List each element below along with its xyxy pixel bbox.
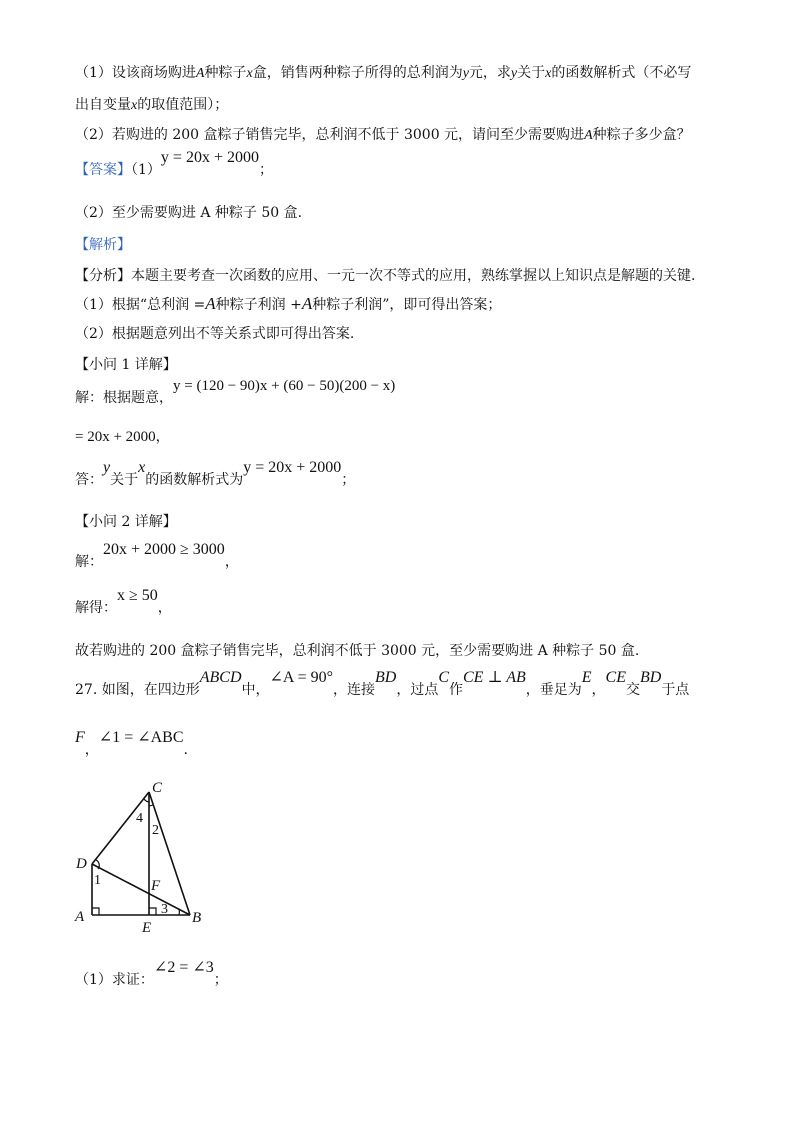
detail1-ans-formula: y = 20x + 2000 (243, 459, 342, 476)
q27-f: ，垂足为 (525, 682, 582, 698)
question-part1-line2 (75, 95, 228, 116)
q1-text-e: 盒，销售两种粽子所得的总利润为 (252, 65, 463, 81)
q27-abcd: ABCD (199, 669, 242, 686)
detail2-comma2: ， (157, 600, 172, 616)
detail1-ans-semi: ； (341, 472, 356, 488)
detail1-ans-y: y (103, 459, 111, 476)
q27-part1-b: ； (213, 972, 228, 988)
detail2-conclusion: 故若购进的 200 盒粽子销售完毕，总利润不低于 3000 元，至少需要购进 A 种粽子 50 盒. (75, 643, 640, 659)
detail1-ans-x: x (138, 459, 146, 476)
detail2-heading: 【小问 2 详解】 (75, 514, 177, 530)
q27-perp: CE ⊥ AB (463, 669, 526, 686)
detail1-eq2-line (75, 427, 170, 447)
q1-l2-a: 出自变量 (75, 97, 131, 113)
detail2-ineq: 20x + 2000 ≥ 3000 (103, 541, 225, 558)
detail1-eq2: = 20x + 2000 (75, 429, 156, 445)
q27-h: 交 (625, 682, 640, 698)
question-part2 (75, 125, 691, 146)
label-f: F (151, 878, 161, 894)
q27-c-point: C (438, 669, 449, 686)
analysis-s1-e: 种粽子利润”，即可得出答案； (312, 297, 502, 313)
analysis-intro: 【分析】本题主要考查一次函数的应用、一元一次不等式的应用，熟练掌握以上知识点是解题的关键. (75, 268, 696, 284)
q1-var-x: x (246, 66, 253, 81)
q2-var-a: A (584, 128, 593, 143)
q27-line2 (75, 729, 188, 760)
q2-text-a: （2）若购进的 200 盒粽子销售完毕，总利润不低于 3000 元，请问至少需要购进 (75, 127, 585, 143)
q1-text-i: 关于 (517, 65, 546, 81)
label-e: E (142, 920, 152, 936)
q27-ce: CE (605, 669, 626, 686)
detail2-get-line (75, 587, 172, 618)
answer-p2: （2）至少需要购进 A 种粽子 50 盒. (75, 205, 303, 221)
detail1-solve: 解：根据题意， (75, 390, 173, 406)
answer-tag: 【答案】 (75, 162, 131, 178)
answer-p1-label: （1） (131, 162, 161, 178)
detail2-comma: ， (224, 554, 239, 570)
analysis-tag: 【解析】 (75, 237, 131, 253)
segment-dc (92, 792, 149, 864)
question-part1-line1 (75, 63, 691, 84)
q27-bd: BD (375, 669, 397, 686)
q27-b: 中， (241, 682, 270, 698)
analysis-s1-var-a: A (205, 294, 216, 313)
detail2-solve: 解： (75, 554, 103, 570)
analysis-s1-a: （1）根据“总利润 = (75, 297, 206, 313)
q1-text-a: （1）设该商场购进 (75, 65, 196, 81)
q27-bd2: BD (639, 669, 662, 686)
q2-text-c: 种粽子多少盒？ (592, 127, 691, 143)
right-angle-a (92, 908, 99, 915)
detail2-result: x ≥ 50 (117, 587, 158, 604)
analysis-step1 (75, 294, 501, 315)
label-angle-4: 4 (136, 811, 143, 826)
q27-cond: ∠1 = ∠ABC (98, 729, 184, 746)
q27-k: . (183, 742, 188, 758)
q1-l2-c: 的取值范围）； (137, 97, 229, 113)
detail2-solve-line (75, 541, 239, 572)
answer-formula1: y = 20x + 2000 (160, 149, 259, 166)
q27-f-point: F (75, 729, 85, 746)
answer-line1 (75, 149, 273, 180)
detail1-eq1: y = (120 − 90)x + (60 − 50)(200 − x) (173, 378, 396, 394)
q27-c: ，连接 (333, 682, 375, 698)
analysis-s1-var-a2: A (301, 294, 313, 313)
label-c: C (152, 780, 163, 796)
right-angle-e (149, 908, 156, 915)
q27-part1-formula: ∠2 = ∠3 (153, 959, 214, 976)
detail1-ans-b: 关于 (110, 472, 139, 488)
answer-semi: ； (258, 162, 273, 178)
detail1-answer-line (75, 459, 356, 490)
geometry-figure (74, 780, 214, 940)
label-angle-1: 1 (94, 873, 101, 888)
q1-var-x2: x (545, 66, 552, 81)
q1-l2-x: x (131, 98, 138, 113)
analysis-s1-c: 种粽子利润 + (215, 297, 302, 313)
label-angle-2: 2 (152, 823, 159, 838)
analysis-step2: （2）根据题意列出不等关系式即可得出答案. (75, 326, 355, 342)
q27-j: ， (84, 742, 99, 758)
q27-a: 27. 如图，在四边形 (75, 682, 200, 698)
q27-e-point: E (581, 669, 592, 686)
q27-e: 作 (449, 682, 463, 698)
detail1-heading: 【小问 1 详解】 (75, 357, 177, 373)
detail1-solve-line (75, 378, 396, 408)
label-a: A (75, 909, 85, 925)
detail2-get: 解得： (75, 600, 117, 616)
q1-text-c: 种粽子 (204, 65, 247, 81)
label-d: D (76, 856, 87, 872)
detail1-ans-a: 答： (75, 472, 103, 488)
q27-line1 (75, 669, 690, 700)
q1-text-k: 的函数解析式（不必写 (551, 65, 692, 81)
answer-line2 (75, 203, 302, 223)
label-angle-3: 3 (161, 902, 168, 917)
q1-var-y: y (462, 66, 469, 81)
q1-var-a: A (195, 66, 205, 81)
q1-text-g: 元，求 (468, 65, 511, 81)
q27-angle: ∠A = 90° (269, 669, 333, 686)
q27-d: ，过点 (396, 682, 439, 698)
q1-var-y2: y (510, 66, 518, 81)
detail1-comma: ， (155, 429, 170, 445)
q27-g: ， (591, 682, 606, 698)
label-b: B (192, 910, 202, 926)
detail1-ans-c: 的函数解析式为 (145, 472, 244, 488)
q27-part1 (75, 959, 228, 990)
q27-part1-a: （1）求证： (75, 972, 154, 988)
q27-i: 于点 (661, 682, 690, 698)
